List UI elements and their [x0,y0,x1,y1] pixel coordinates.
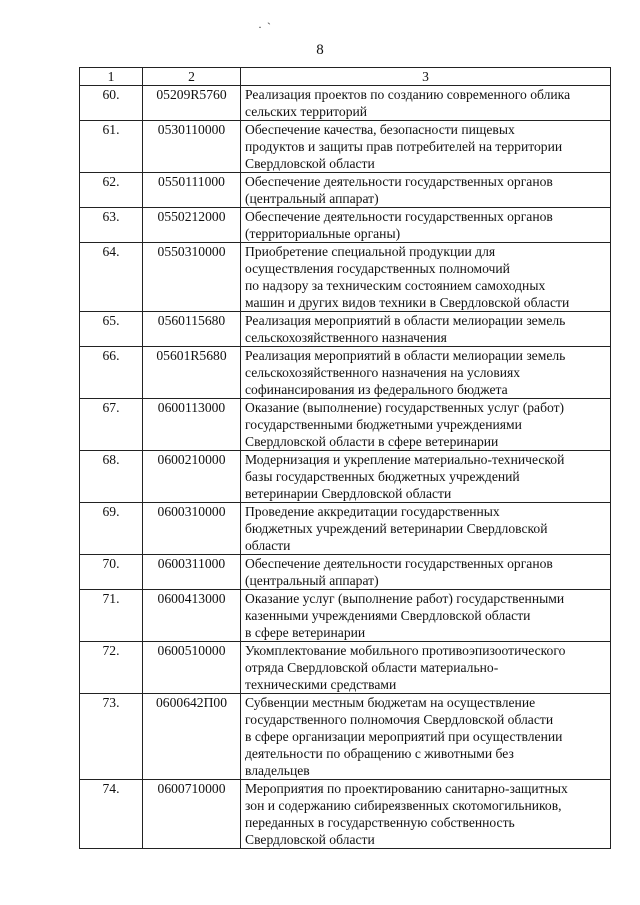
budget-code: 0600311000 [143,555,241,590]
table-row [80,451,611,503]
page-number: 8 [316,42,324,58]
table-body [80,86,611,849]
table-row [80,243,611,312]
description-line: Обеспечение деятельности государственных органов [245,556,553,571]
table-row [80,780,611,849]
description-line: (территориальные органы) [245,226,401,241]
header-col-3: 3 [241,68,611,86]
budget-code: 0530110000 [143,121,241,173]
row-number: 74. [80,780,143,849]
description-line: Приобретение специальной продукции для [245,244,496,259]
description-line: (центральный аппарат) [245,573,379,588]
description-line: осуществления государственных полномочий [245,261,510,276]
description-line: переданных в государственную собственность [245,815,515,830]
description-line: области [245,538,291,553]
code-description [241,642,611,694]
description-line: зон и содержанию сибиреязвенных скотомогильников, [245,798,562,813]
budget-code: 0600710000 [143,780,241,849]
code-description [241,208,611,243]
table-row [80,555,611,590]
description-line: Субвенции местным бюджетам на осуществление [245,695,536,710]
description-line: Реализация мероприятий в области мелиорации земель [245,313,566,328]
description-line: машин и других видов техники в Свердловской области [245,295,570,310]
row-number: 60. [80,86,143,121]
code-description [241,555,611,590]
table-row [80,503,611,555]
table-row [80,642,611,694]
budget-code: 0550310000 [143,243,241,312]
description-line: ветеринарии Свердловской области [245,486,452,501]
description-line: Проведение аккредитации государственных [245,504,500,519]
header-col-1: 1 [80,68,143,86]
table-row [80,694,611,780]
description-line: Укомплектование мобильного противоэпизоотического [245,643,566,658]
row-number: 69. [80,503,143,555]
description-line: Обеспечение качества, безопасности пищевых [245,122,515,137]
table-row [80,590,611,642]
code-description [241,503,611,555]
budget-code: 0600510000 [143,642,241,694]
code-description [241,780,611,849]
table-row [80,208,611,243]
table-row [80,86,611,121]
table-row [80,312,611,347]
description-line: Обеспечение деятельности государственных органов [245,209,553,224]
code-description [241,173,611,208]
header-col-2: 2 [143,68,241,86]
table-row [80,347,611,399]
description-line: Оказание (выполнение) государственных услуг (работ) [245,400,565,415]
code-description [241,590,611,642]
description-line: по надзору за техническим состоянием самоходных [245,278,546,293]
row-number: 64. [80,243,143,312]
table-row [80,399,611,451]
description-line: сельскохозяйственного назначения [245,330,447,345]
budget-code: 05209R5760 [143,86,241,121]
code-description [241,86,611,121]
row-number: 70. [80,555,143,590]
scan-mark: · ` [258,20,272,34]
description-line: Обеспечение деятельности государственных органов [245,174,553,189]
description-line: Мероприятия по проектированию санитарно-защитных [245,781,568,796]
description-line: в сфере организации мероприятий при осуществлении [245,729,563,744]
budget-code: 0550111000 [143,173,241,208]
description-line: казенными учреждениями Свердловской области [245,608,531,623]
description-line: продуктов и защиты прав потребителей на территории [245,139,563,154]
table-header-row [80,68,611,86]
description-line: софинансирования из федерального бюджета [245,382,508,397]
row-number: 63. [80,208,143,243]
row-number: 73. [80,694,143,780]
budget-code: 0550212000 [143,208,241,243]
budget-code: 0600310000 [143,503,241,555]
description-line: владельцев [245,763,310,778]
budget-code: 0600210000 [143,451,241,503]
description-line: отряда Свердловской области материально- [245,660,499,675]
table-row [80,121,611,173]
description-line: деятельности по обращению с животными без [245,746,514,761]
description-line: государственного полномочия Свердловской области [245,712,554,727]
code-description [241,312,611,347]
budget-code: 05601R5680 [143,347,241,399]
description-line: Реализация мероприятий в области мелиорации земель [245,348,566,363]
budget-code: 0600113000 [143,399,241,451]
description-line: (центральный аппарат) [245,191,379,206]
description-line: сельских территорий [245,104,368,119]
budget-code-table [79,67,611,849]
description-line: техническими средствами [245,677,397,692]
row-number: 72. [80,642,143,694]
row-number: 66. [80,347,143,399]
code-description [241,694,611,780]
description-line: Реализация проектов по созданию современного облика [245,87,571,102]
budget-code: 0600413000 [143,590,241,642]
description-line: Оказание услуг (выполнение работ) государственными [245,591,565,606]
row-number: 67. [80,399,143,451]
row-number: 68. [80,451,143,503]
row-number: 61. [80,121,143,173]
row-number: 71. [80,590,143,642]
description-line: Свердловской области [245,832,375,847]
description-line: базы государственных бюджетных учреждений [245,469,520,484]
row-number: 65. [80,312,143,347]
code-description [241,399,611,451]
description-line: в сфере ветеринарии [245,625,366,640]
table-row [80,173,611,208]
description-line: сельскохозяйственного назначения на условиях [245,365,521,380]
description-line: Модернизация и укрепление материально-технической [245,452,565,467]
code-description [241,347,611,399]
budget-code: 0560115680 [143,312,241,347]
code-description [241,121,611,173]
description-line: бюджетных учреждений ветеринарии Свердловской [245,521,548,536]
description-line: государственными бюджетными учреждениями [245,417,522,432]
row-number: 62. [80,173,143,208]
description-line: Свердловской области в сфере ветеринарии [245,434,499,449]
code-description [241,451,611,503]
budget-code: 0600642П00 [143,694,241,780]
code-description [241,243,611,312]
description-line: Свердловской области [245,156,375,171]
